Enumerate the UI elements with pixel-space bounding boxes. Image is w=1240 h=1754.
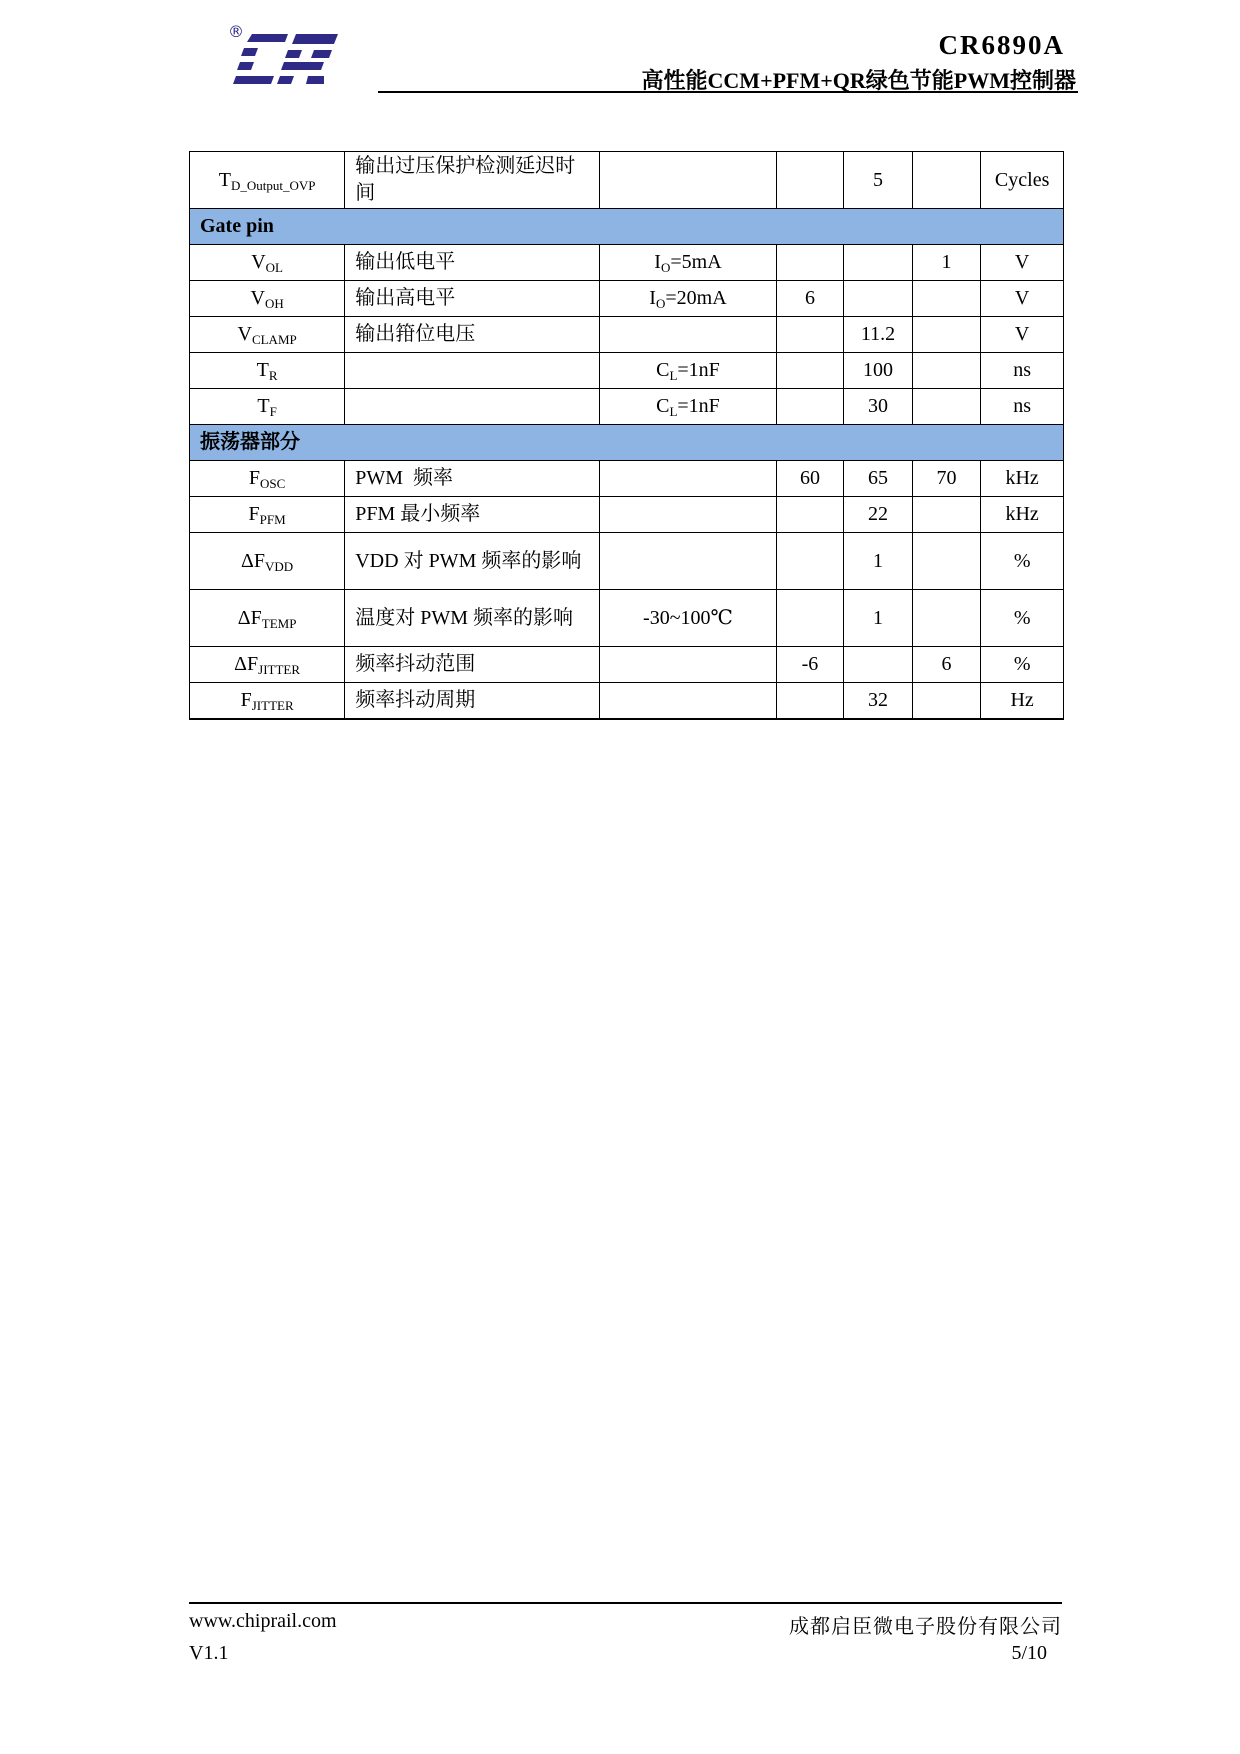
max-value <box>912 353 981 389</box>
typ-value: 22 <box>844 497 913 533</box>
min-value <box>776 389 844 425</box>
min-value <box>776 353 844 389</box>
unit-cell: V <box>981 245 1064 281</box>
condition-value: =1nF <box>677 359 720 381</box>
symbol-cell <box>190 647 345 683</box>
max-value <box>912 389 981 425</box>
table-row <box>190 590 1064 647</box>
min-value: 6 <box>776 281 844 317</box>
parameter-description: 输出箝位电压 <box>345 317 600 353</box>
test-condition <box>600 281 776 317</box>
max-value: 70 <box>912 461 981 497</box>
company-logo <box>226 20 350 96</box>
symbol-cell <box>190 353 345 389</box>
max-value: 6 <box>912 647 981 683</box>
parameter-description: PWM 频率 <box>345 461 600 497</box>
symbol-subscript: JITTER <box>251 698 294 713</box>
table-row <box>190 683 1064 720</box>
symbol-cell <box>190 497 345 533</box>
test-condition <box>600 647 776 683</box>
test-condition <box>600 461 776 497</box>
unit-cell: % <box>981 590 1064 647</box>
symbol-main: T <box>256 359 269 381</box>
symbol-subscript: R <box>268 368 278 383</box>
footer-website: www.chiprail.com <box>189 1610 337 1632</box>
min-value <box>776 152 844 209</box>
symbol-main: V <box>250 287 265 309</box>
max-value <box>912 281 981 317</box>
footer-version: V1.1 <box>189 1642 229 1664</box>
table-row <box>190 389 1064 425</box>
typ-value <box>844 245 913 281</box>
max-value <box>912 590 981 647</box>
unit-cell: kHz <box>981 461 1064 497</box>
condition-subscript: L <box>669 404 678 419</box>
symbol-subscript: F <box>269 404 277 419</box>
condition-value: =20mA <box>665 287 727 309</box>
min-value <box>776 533 844 590</box>
typ-value: 11.2 <box>844 317 913 353</box>
table-row <box>190 461 1064 497</box>
max-value: 1 <box>912 245 981 281</box>
condition-subscript: O <box>660 260 671 275</box>
parameter-description: 温度对 PWM 频率的影响 <box>345 590 600 647</box>
parameter-description: 输出低电平 <box>345 245 600 281</box>
unit-cell: % <box>981 533 1064 590</box>
section-header-row <box>190 209 1064 245</box>
footer-page-number: 5/10 <box>1011 1642 1047 1664</box>
symbol-cell <box>190 683 345 720</box>
electrical-characteristics-table <box>189 151 1064 720</box>
condition-subscript: O <box>655 296 666 311</box>
header-divider <box>378 91 1078 93</box>
symbol-subscript: OH <box>264 296 284 311</box>
max-value <box>912 683 981 720</box>
section-header-row <box>190 425 1064 461</box>
symbol-main: ΔF <box>237 606 262 629</box>
symbol-cell <box>190 317 345 353</box>
unit-cell: Cycles <box>981 152 1064 209</box>
test-condition <box>600 533 776 590</box>
typ-value: 100 <box>844 353 913 389</box>
min-value <box>776 317 844 353</box>
parameter-description <box>345 353 600 389</box>
unit-cell: ns <box>981 353 1064 389</box>
symbol-cell <box>190 152 345 209</box>
symbol-subscript: PFM <box>259 512 286 527</box>
max-value <box>912 497 981 533</box>
test-condition <box>600 683 776 720</box>
min-value <box>776 245 844 281</box>
condition-symbol: C <box>656 359 670 381</box>
test-condition <box>600 353 776 389</box>
table-row <box>190 647 1064 683</box>
symbol-subscript: JITTER <box>258 662 301 677</box>
typ-value: 1 <box>844 590 913 647</box>
table-row <box>190 245 1064 281</box>
parameter-description: 输出过压保护检测延迟时间 <box>345 152 600 209</box>
logo-cr-mark <box>233 34 338 84</box>
unit-cell: V <box>981 281 1064 317</box>
symbol-subscript: TEMP <box>261 615 297 631</box>
symbol-subscript: OSC <box>260 476 286 491</box>
typ-value <box>844 281 913 317</box>
typ-value: 1 <box>844 533 913 590</box>
unit-cell: kHz <box>981 497 1064 533</box>
min-value <box>776 497 844 533</box>
table-row <box>190 497 1064 533</box>
max-value <box>912 317 981 353</box>
symbol-cell <box>190 281 345 317</box>
symbol-main: T <box>257 395 270 417</box>
parameter-description: 频率抖动周期 <box>345 683 600 720</box>
unit-cell: Hz <box>981 683 1064 720</box>
product-title: 高性能CCM+PFM+QR绿色节能PWM控制器 <box>641 68 1076 93</box>
max-value <box>912 152 981 209</box>
test-condition <box>600 317 776 353</box>
unit-cell: ns <box>981 389 1064 425</box>
symbol-main: ΔF <box>241 549 266 572</box>
condition-value: =5mA <box>670 251 722 273</box>
min-value: -6 <box>776 647 844 683</box>
symbol-cell <box>190 245 345 281</box>
symbol-cell <box>190 533 345 590</box>
symbol-cell <box>190 389 345 425</box>
condition-value: =1nF <box>677 395 720 417</box>
symbol-cell <box>190 461 345 497</box>
symbol-subscript: D_Output_OVP <box>230 177 316 193</box>
footer-divider <box>189 1602 1062 1604</box>
typ-value: 5 <box>844 152 913 209</box>
symbol-main: F <box>240 689 252 711</box>
parameter-description: 输出高电平 <box>345 281 600 317</box>
parameter-description <box>345 389 600 425</box>
symbol-subscript: VDD <box>265 558 294 574</box>
test-condition: -30~100℃ <box>600 590 776 647</box>
typ-value: 32 <box>844 683 913 720</box>
table-row <box>190 353 1064 389</box>
condition-symbol: I <box>649 287 656 309</box>
unit-cell: % <box>981 647 1064 683</box>
table-row <box>190 152 1064 209</box>
typ-value: 30 <box>844 389 913 425</box>
symbol-main: V <box>251 251 266 273</box>
section-title: 振荡器部分 <box>190 425 1064 461</box>
table-row <box>190 533 1064 590</box>
table-row <box>190 317 1064 353</box>
symbol-main: F <box>248 503 260 525</box>
unit-cell: V <box>981 317 1064 353</box>
table-row <box>190 281 1064 317</box>
test-condition <box>600 245 776 281</box>
max-value <box>912 533 981 590</box>
condition-symbol: I <box>654 251 661 273</box>
symbol-main: F <box>248 467 261 489</box>
part-number: CR6890A <box>938 30 1065 60</box>
test-condition <box>600 389 776 425</box>
symbol-subscript: OL <box>265 260 284 275</box>
symbol-main: V <box>237 323 252 345</box>
min-value: 60 <box>776 461 844 497</box>
symbol-main: ΔF <box>234 653 259 675</box>
condition-subscript: L <box>669 368 678 383</box>
parameter-description: VDD 对 PWM 频率的影响 <box>345 533 600 590</box>
symbol-cell <box>190 590 345 647</box>
section-title: Gate pin <box>190 209 1064 245</box>
registered-mark: ® <box>228 22 244 41</box>
test-condition <box>600 152 776 209</box>
typ-value: 65 <box>844 461 913 497</box>
footer-company: 成都启臣微电子股份有限公司 <box>789 1616 1062 1638</box>
typ-value <box>844 647 913 683</box>
parameter-description: PFM 最小频率 <box>345 497 600 533</box>
test-condition <box>600 497 776 533</box>
parameter-description: 频率抖动范围 <box>345 647 600 683</box>
symbol-main: T <box>218 168 231 191</box>
min-value <box>776 590 844 647</box>
min-value <box>776 683 844 720</box>
condition-symbol: C <box>656 395 670 417</box>
symbol-subscript: CLAMP <box>251 332 297 347</box>
